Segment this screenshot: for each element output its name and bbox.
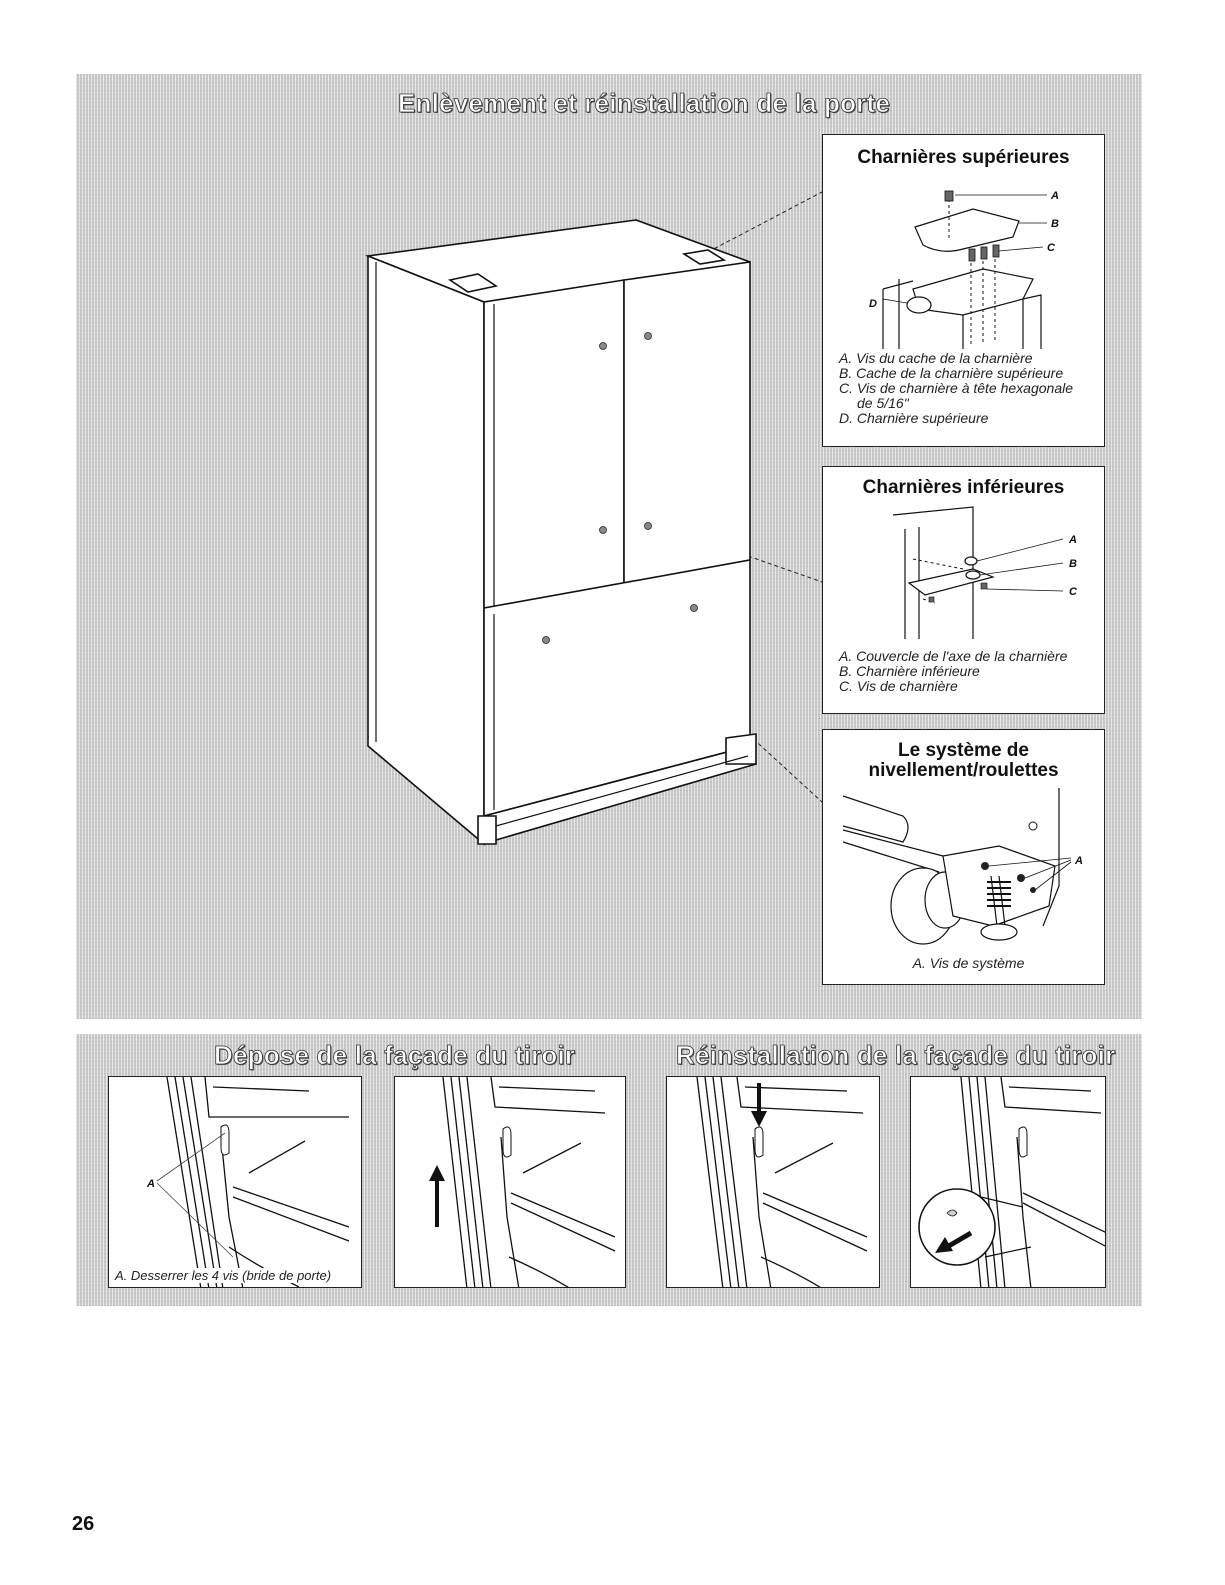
label-a: A [147,1178,155,1190]
lower-hinges-callout [822,466,1105,714]
drawer-rail-illustration [109,1077,362,1288]
legend-item: A. Vis du cache de la charnière [839,350,1033,366]
magnifier-circle [919,1189,995,1265]
upper-hinges-title: Charnières supérieures [857,147,1070,168]
down-arrow-icon [751,1083,767,1127]
drawer-removal-title: Dépose de la façade du tiroir [214,1040,576,1070]
leveling-callout [822,729,1105,985]
door-removal-panel [76,74,1142,1019]
label-c: C [1069,586,1077,598]
upper-hinges-legend [839,351,1098,426]
lift-up-illustration [395,1077,626,1288]
lower-hinges-legend [839,649,1098,694]
drawer-reinstall-step1 [666,1076,880,1288]
leveling-legend [839,956,1098,971]
drawer-removal-caption: A. Desserrer les 4 vis (bride de porte) [115,1268,332,1283]
drawer-reinstall-title: Réinstallation de la façade du tiroir [676,1040,1116,1070]
page-number: 26 [72,1513,95,1535]
legend-item: D. Charnière supérieure [839,410,989,426]
drawer-removal-step2 [394,1076,626,1288]
lower-hinges-title: Charnières inférieures [862,477,1065,498]
upper-hinge-diagram [823,169,1103,349]
legend-item: B. Charnière inférieure [839,663,980,679]
drawer-reinstall-step2 [910,1076,1106,1288]
legend-item: de 5/16" [857,395,909,411]
label-b: B [1069,558,1077,570]
legend-item: B. Cache de la charnière supérieure [839,365,1064,381]
label-a: A [1075,855,1083,867]
tighten-screws-illustration [911,1077,1106,1288]
legend-item: C. Vis de charnière [839,678,958,694]
legend-item: A. Couvercle de l'axe de la charnière [839,648,1068,664]
upper-hinges-callout [822,134,1105,447]
drawer-rail-illustration [667,1077,880,1288]
up-arrow-icon [429,1165,445,1227]
leveling-diagram [823,786,1103,956]
drawer-front-panel [76,1034,1142,1306]
label-d: D [869,298,877,310]
main-title: Enlèvement et réinstallation de la porte [398,88,891,118]
legend-item: C. Vis de charnière à tête hexagonale [839,380,1074,396]
label-a: A [1069,534,1077,546]
label-b: B [1051,218,1059,230]
label-c: C [1047,242,1055,254]
leveling-title-line2: nivellement/roulettes [868,760,1059,781]
leveling-title-line1: Le système de [898,740,1029,761]
label-a: A [1051,190,1059,202]
legend-item: A. Vis de système [912,955,1025,971]
lower-hinge-diagram [823,499,1103,649]
drawer-removal-step1 [108,1076,362,1288]
